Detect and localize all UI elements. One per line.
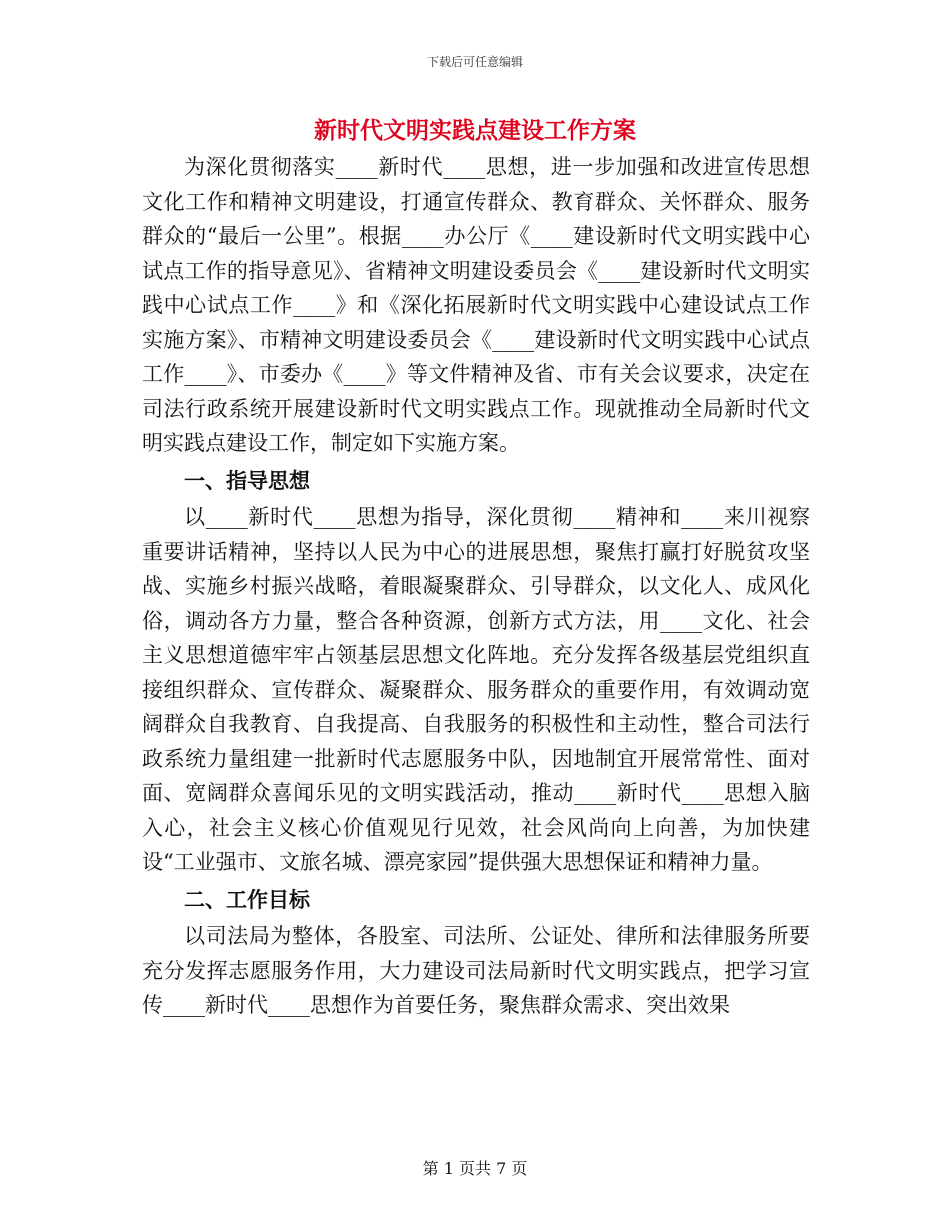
page-number-footer: 第 1 页共 7 页 [422, 1159, 528, 1178]
work-goals-paragraph: 以司法局为整体，各股室、司法所、公证处、律所和法律服务所要充分发挥志愿服务作用，大力建设司法局新时代文明实践点，把学习宣传____新时代____思想作为首要任务，聚焦群众需求、突出效果 [142, 924, 810, 1017]
document-title: 新时代文明实践点建设工作方案 [314, 117, 636, 144]
guiding-thought-paragraph: 以____新时代____思想为指导，深化贯彻____精神和____来川视察重要讲话精神，坚持以人民为中心的进展思想，聚焦打赢打好脱贫攻坚战、实施乡村振兴战略，着眼凝聚群众、引导群众，以文化人、成风化俗，调动各方力量，整合各种资源，创新方式方法，用____文化、社会主义思想道德牢牢占领基层思想文化阵地。充分发挥各级基层党组织直接组织群众、宣传群众、凝聚群众、服务群众的重要作用，有效调动宽阔群众自我教育、自我提高、自我服务的积极性和主动性，整合司法行政系统力量组建一批新时代志愿服务中队，因地制宜开展常常性、面对面、宽阔群众喜闻乐见的文明实践活动，推动____新时代____思想入脑入心，社会主义核心价值观见行见效，社会风尚向上向善，为加快建设“工业强市、文旅名城、漂亮家园”提供强大思想保证和精神力量。 [142, 505, 810, 874]
page-header-note: 下载后可任意编辑 [426, 55, 523, 69]
section-heading-work-goals: 二、工作目标 [184, 886, 310, 912]
document-body [142, 150, 810, 1023]
section-heading-guiding-thought: 一、指导思想 [184, 467, 310, 493]
intro-paragraph: 为深化贯彻落实____新时代____思想，进一步加强和改进宣传思想文化工作和精神文明建设，打通宣传群众、教育群众、关怀群众、服务群众的“最后一公里”。根据____办公厅《____建设新时代文明实践中心试点工作的指导意见》、省精神文明建设委员会《____建设新时代文明实践中心试点工作____》和《深化拓展新时代文明实践中心建设试点工作实施方案》、市精神文明建设委员会《____建设新时代文明实践中心试点工作____》、市委办《____》等文件精神及省、市有关会议要求，决定在司法行政系统开展建设新时代文明实践点工作。现就推动全局新时代文明实践点建设工作，制定如下实施方案。 [142, 155, 810, 455]
